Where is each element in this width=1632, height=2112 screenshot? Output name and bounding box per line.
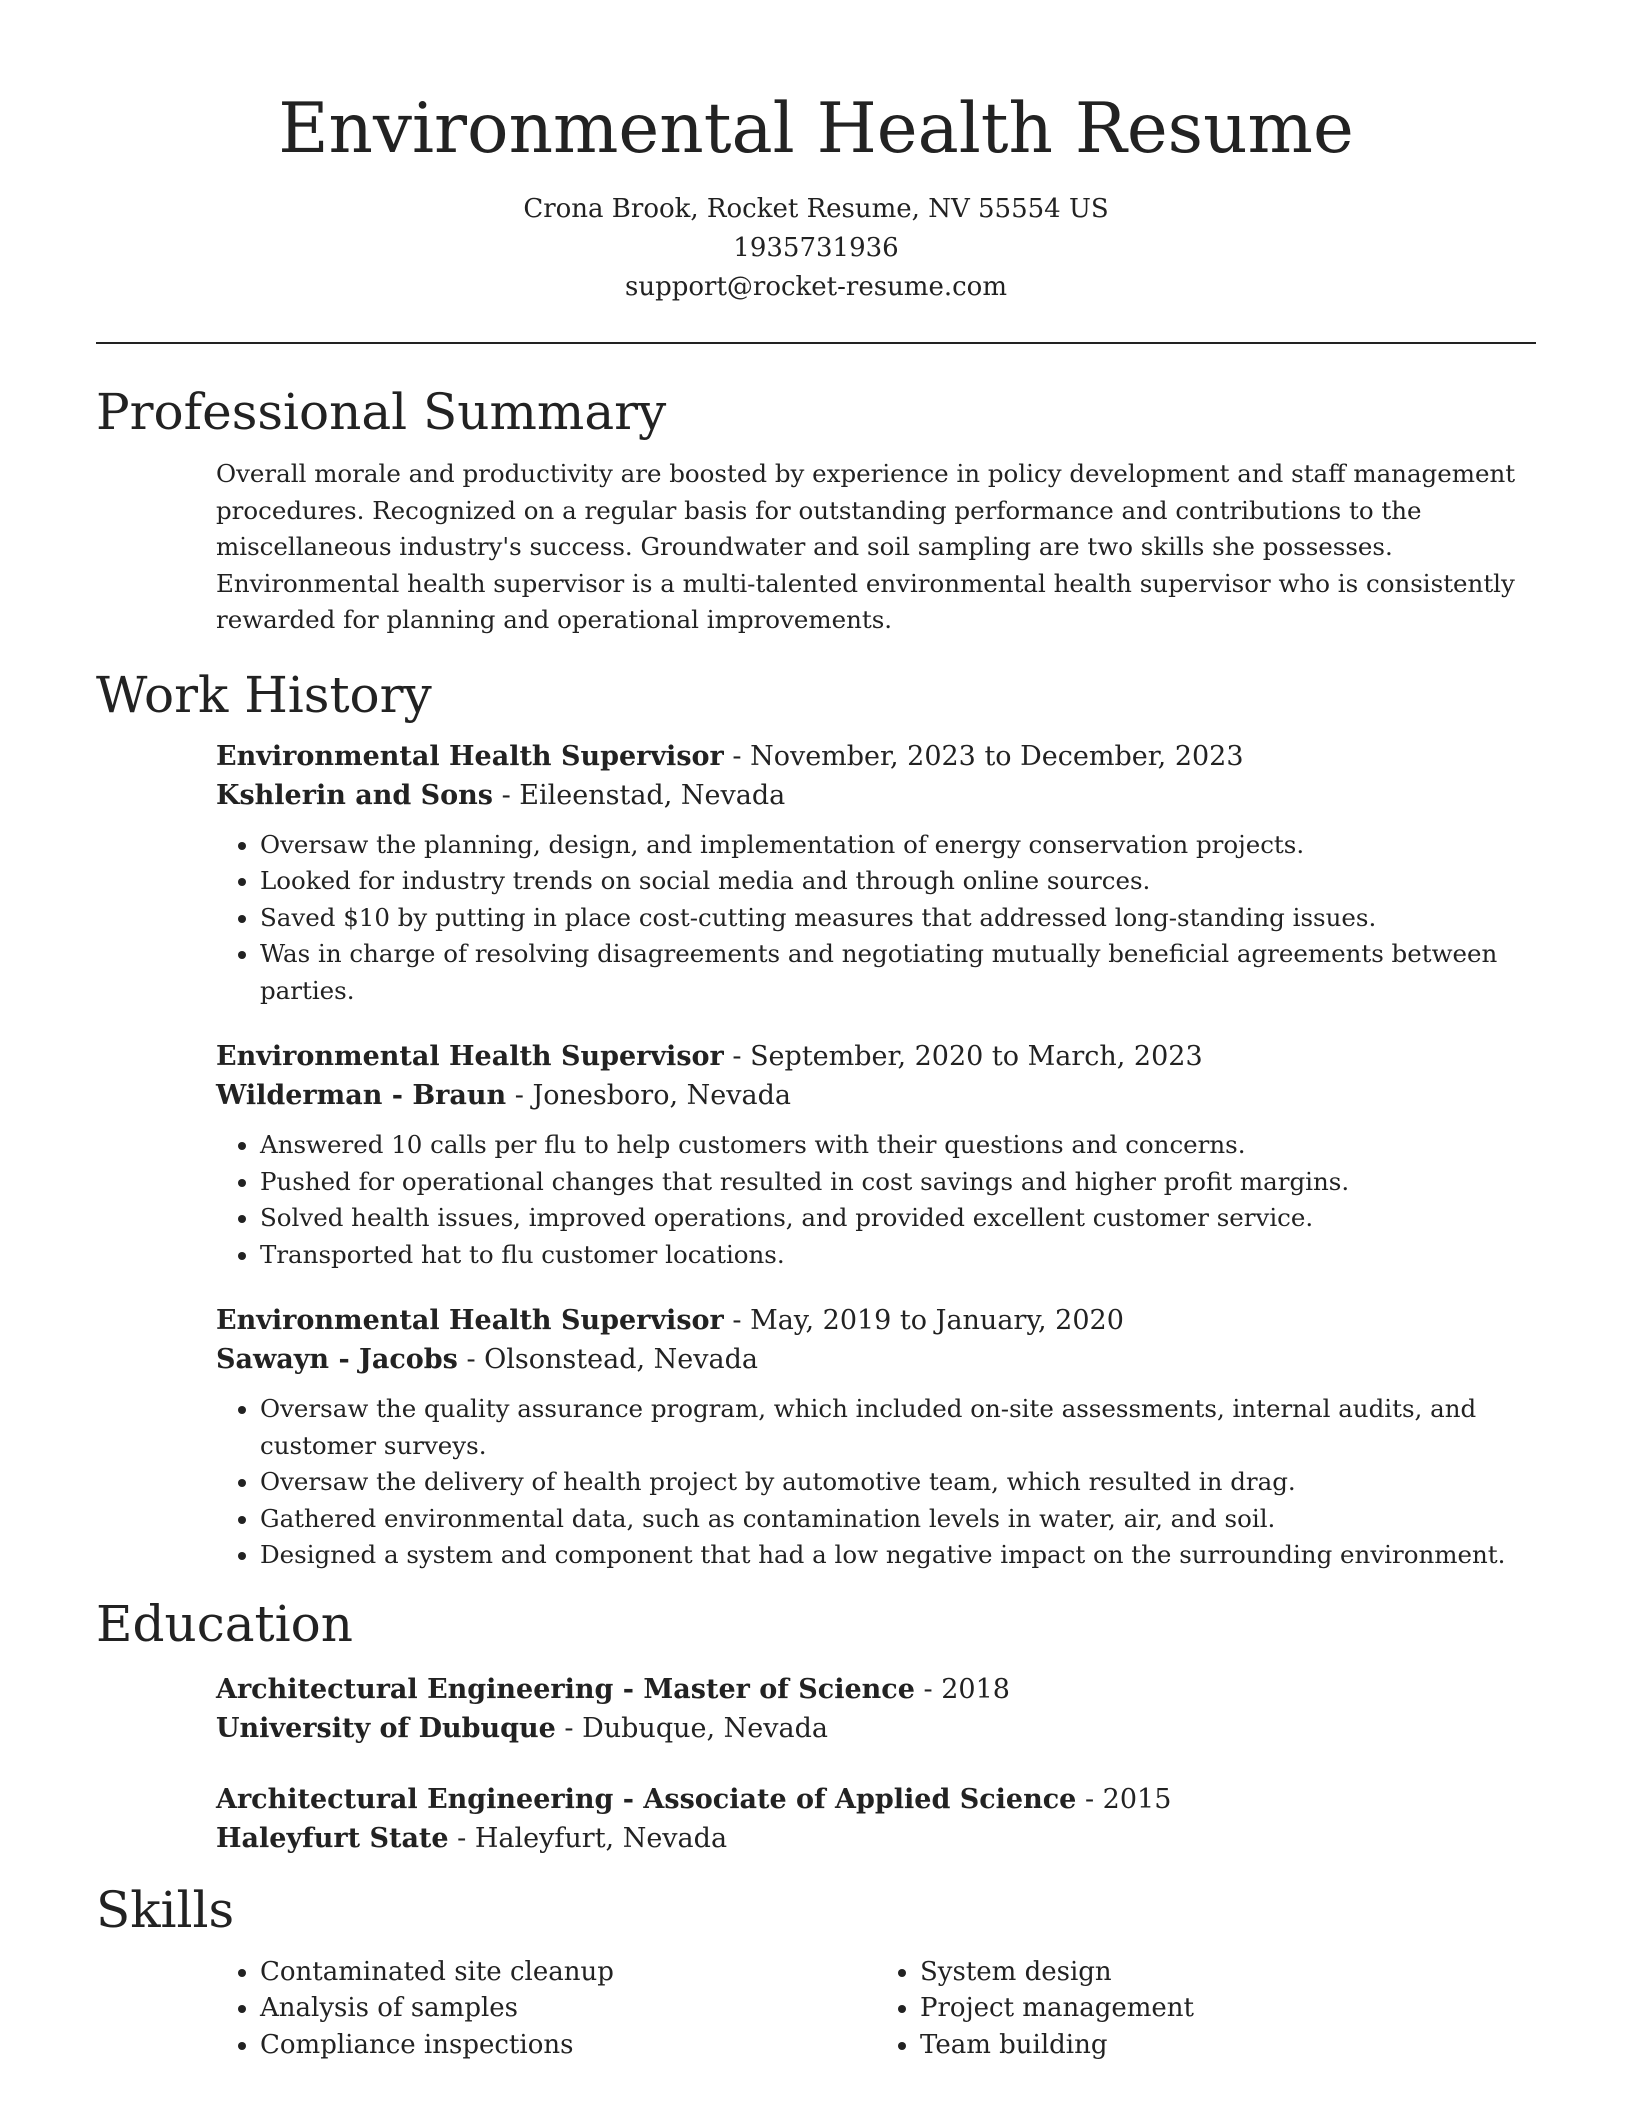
list-item: • Compliance inspections [260,2027,876,2064]
list-item: • Answered 10 calls per flu to help customers with their questions and concerns. [260,1127,1536,1164]
list-item: • Oversaw the planning, design, and implementation of energy conservation projects. [260,827,1536,864]
job-bullets [216,1127,1536,1273]
list-item: • Designed a system and component that had a low negative impact on the surrounding environment. [260,1537,1536,1574]
list-item: • Project management [920,1990,1536,2027]
skills-section [96,1954,1536,2064]
degree-name: Associate of Applied Science [643,1783,1077,1815]
list-item: • Looked for industry trends on social media and through online sources. [260,863,1536,900]
job-bullets [216,1391,1536,1574]
contact-phone: 1935731936 [733,233,899,263]
degree-line [216,1780,1536,1819]
summary-section [96,456,1536,639]
separator: - [723,1305,751,1336]
separator: - [448,1822,475,1854]
job-role: Environmental Health Supervisor [216,740,724,772]
skills-heading: Skills [96,1880,235,1939]
education-section [96,1670,1536,1858]
contact-email: support@rocket-resume.com [624,272,1007,302]
degree-year: 2015 [1102,1783,1172,1815]
school-name: University of Dubuque [216,1712,556,1744]
list-item: • Contaminated site cleanup [260,1954,876,1991]
school-line [216,1709,1536,1748]
work-history-heading: Work History [96,665,432,724]
school-location: Dubuque, Nevada [582,1712,828,1744]
job-title-line [216,737,1536,776]
work-history-section [96,737,1536,1574]
separator: - [555,1712,583,1744]
education-heading: Education [96,1594,353,1653]
job-company: Wilderman - Braun [216,1080,507,1111]
degree-field: Architectural Engineering [216,1673,614,1705]
header-divider [96,342,1536,344]
list-item: • Saved $10 by putting in place cost-cutting measures that addressed long-standing issues. [260,900,1536,937]
job-location: Olsonstead, Nevada [484,1344,758,1375]
education-entry [216,1780,1536,1858]
job-company: Sawayn - Jacobs [216,1344,458,1375]
job-company-line [216,1076,1536,1115]
job-company-line [216,776,1536,815]
skills-column-right [876,1954,1536,2064]
job-company: Kshlerin and Sons [216,779,493,811]
separator: - [457,1344,485,1375]
job-dates: September, 2020 to March, 2023 [750,1041,1203,1072]
list-item: • Pushed for operational changes that resulted in cost savings and higher profit margins. [260,1164,1536,1201]
job-role: Environmental Health Supervisor [216,1041,724,1072]
job-location: Eileenstad, Nevada [519,779,786,811]
list-item: • Oversaw the quality assurance program, which included on-site assessments, internal audits, and customer surveys. [260,1391,1536,1464]
school-line [216,1819,1536,1858]
separator: - [723,1041,751,1072]
separator: - [613,1783,644,1815]
list-item: • Transported hat to flu customer locations. [260,1237,1536,1274]
list-item: • Team building [920,2027,1536,2064]
list-item: • Solved health issues, improved operations, and provided excellent customer service. [260,1200,1536,1237]
list-item: • Analysis of samples [260,1990,876,2027]
degree-year: 2018 [941,1673,1010,1705]
job-dates: November, 2023 to December, 2023 [750,740,1244,772]
degree-line [216,1670,1536,1709]
separator: - [493,779,520,811]
job-title-line [216,1301,1536,1340]
degree-name: Master of Science [643,1673,915,1705]
job-company-line [216,1340,1536,1379]
degree-field: Architectural Engineering [216,1783,614,1815]
resume-header [96,0,1536,307]
separator: - [506,1080,533,1111]
job-entry [216,1037,1536,1273]
separator: - [723,740,751,772]
separator: - [613,1673,644,1705]
education-entry [216,1670,1536,1748]
job-dates: May, 2019 to January, 2020 [750,1305,1124,1336]
list-item: • Was in charge of resolving disagreements and negotiating mutually beneficial agreements between parties. [260,936,1536,1009]
skills-column-left [216,1954,876,2064]
resume-title: Environmental Health Resume [278,89,1354,169]
summary-heading: Professional Summary [96,383,667,441]
job-title-line [216,1037,1536,1076]
job-entry [216,1301,1536,1574]
list-item: • System design [920,1954,1536,1991]
job-bullets [216,827,1536,1010]
job-entry [216,737,1536,1010]
separator: - [914,1673,942,1705]
job-role: Environmental Health Supervisor [216,1305,724,1336]
separator: - [1076,1783,1103,1815]
school-location: Haleyfurt, Nevada [474,1822,728,1854]
list-item: • Gathered environmental data, such as contamination levels in water, air, and soil. [260,1501,1536,1538]
job-location: Jonesboro, Nevada [532,1080,791,1111]
contact-address: Crona Brook, Rocket Resume, NV 55554 US [523,194,1109,224]
list-item: • Oversaw the delivery of health project by automotive team, which resulted in drag. [260,1464,1536,1501]
school-name: Haleyfurt State [216,1822,449,1854]
skills-grid [216,1954,1536,2064]
summary-text: Overall morale and productivity are boosted by experience in policy development and staff management procedures. Recognized on a regular basis for outstanding performance and contributions to the miscellaneous industry's success. Groundwater and soil sampling are two skills she possesses. Environmental health supervisor is a multi-talented environmental health supervisor who is consistently rewarded for planning and operational improvements. [216,459,1516,634]
